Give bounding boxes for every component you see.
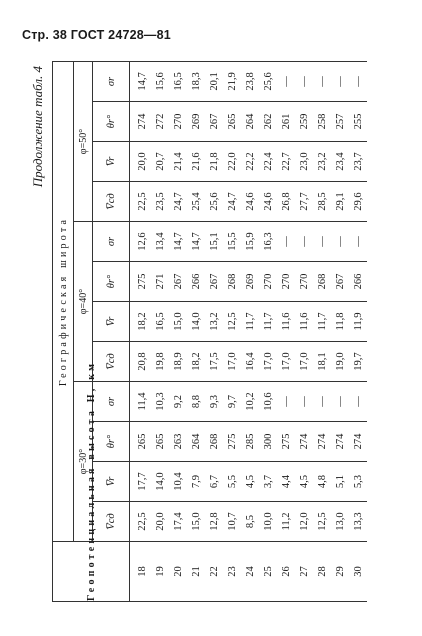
table-cell: 14,7 bbox=[130, 61, 152, 101]
table-cell: 268 bbox=[205, 422, 223, 462]
height-cell: 29 bbox=[331, 542, 349, 602]
table-cell: 255 bbox=[349, 102, 367, 142]
table-cell: 11,9 bbox=[349, 302, 367, 342]
height-cell: 30 bbox=[349, 542, 367, 602]
table-cell: 15,5 bbox=[223, 222, 241, 262]
table-cell: 274 bbox=[313, 422, 331, 462]
table-cell: 17,0 bbox=[295, 342, 313, 382]
latitude-30-header: φ=30° bbox=[74, 382, 93, 542]
table-cell: 9,3 bbox=[205, 382, 223, 422]
table-cell: 267 bbox=[169, 262, 187, 302]
table-cell: 12,5 bbox=[313, 502, 331, 542]
table-cell: 19,7 bbox=[349, 342, 367, 382]
table-cell: 29,6 bbox=[349, 182, 367, 222]
latitude-group-header: Географическая широта bbox=[53, 61, 74, 541]
table-cell: 270 bbox=[295, 262, 313, 302]
table-cell: — bbox=[277, 382, 295, 422]
table-cell: 9,2 bbox=[169, 382, 187, 422]
table-cell: — bbox=[277, 222, 295, 262]
sub-header: σr bbox=[93, 222, 130, 262]
table-cell: 269 bbox=[187, 102, 205, 142]
table-cell: 20,8 bbox=[130, 342, 152, 382]
table-cell: 17,4 bbox=[169, 502, 187, 542]
table-cell: 24,6 bbox=[259, 182, 277, 222]
table-cell: 29,1 bbox=[331, 182, 349, 222]
table-row bbox=[277, 61, 295, 601]
table-cell: 3,7 bbox=[259, 462, 277, 502]
table-cell: 11,7 bbox=[259, 302, 277, 342]
table-cell: 20,1 bbox=[205, 61, 223, 101]
table-cell: 16,3 bbox=[259, 222, 277, 262]
table-cell: 12,0 bbox=[295, 502, 313, 542]
sub-header: θr° bbox=[93, 102, 130, 142]
table-cell: 25,6 bbox=[259, 61, 277, 101]
table-cell: 15,9 bbox=[241, 222, 259, 262]
table-cell: 22,2 bbox=[241, 142, 259, 182]
table-cell: 285 bbox=[241, 422, 259, 462]
table-cell: 14,7 bbox=[187, 222, 205, 262]
table-cell: 274 bbox=[295, 422, 313, 462]
table-row bbox=[223, 61, 241, 601]
table-cell: — bbox=[313, 382, 331, 422]
table-row bbox=[331, 61, 349, 601]
sub-header: σr bbox=[93, 61, 130, 101]
table-cell: 266 bbox=[349, 262, 367, 302]
table-cell: 262 bbox=[259, 102, 277, 142]
height-cell: 28 bbox=[313, 542, 331, 602]
table-cell: 4,4 bbox=[277, 462, 295, 502]
table-cell: 263 bbox=[169, 422, 187, 462]
table-cell: 19,0 bbox=[331, 342, 349, 382]
table-cell: — bbox=[313, 61, 331, 101]
table-cell: 257 bbox=[331, 102, 349, 142]
table-cell: 27,7 bbox=[295, 182, 313, 222]
table-cell: 23,7 bbox=[349, 142, 367, 182]
table-cell: 15,0 bbox=[169, 302, 187, 342]
table-cell: 24,6 bbox=[241, 182, 259, 222]
height-cell: 19 bbox=[151, 542, 169, 602]
table-cell: 258 bbox=[313, 102, 331, 142]
table-cell: 12,5 bbox=[223, 302, 241, 342]
table-row bbox=[295, 61, 313, 601]
table-cell: 270 bbox=[169, 102, 187, 142]
table-cell: 21,6 bbox=[187, 142, 205, 182]
table-cell: 26,8 bbox=[277, 182, 295, 222]
height-cell: 23 bbox=[223, 542, 241, 602]
table-cell: 5,5 bbox=[223, 462, 241, 502]
table-cell: 10,3 bbox=[151, 382, 169, 422]
sub-header: θr° bbox=[93, 262, 130, 302]
table-cell: 10,4 bbox=[169, 462, 187, 502]
table-cell: 17,0 bbox=[277, 342, 295, 382]
table-cell: 23,8 bbox=[241, 61, 259, 101]
table-cell: 4,5 bbox=[295, 462, 313, 502]
table-cell: 266 bbox=[187, 262, 205, 302]
table-cell: — bbox=[331, 61, 349, 101]
table-cell: 24,7 bbox=[169, 182, 187, 222]
table-cell: 15,1 bbox=[205, 222, 223, 262]
table-cell: — bbox=[313, 222, 331, 262]
table-cell: 17,0 bbox=[223, 342, 241, 382]
table-cell: 16,5 bbox=[151, 302, 169, 342]
table-cell: 13,3 bbox=[349, 502, 367, 542]
table-cell: 11,8 bbox=[331, 302, 349, 342]
table-cell: 270 bbox=[259, 262, 277, 302]
table-cell: 274 bbox=[349, 422, 367, 462]
table-cell: 22,5 bbox=[130, 182, 152, 222]
table-row bbox=[169, 61, 187, 601]
table-cell: 272 bbox=[151, 102, 169, 142]
table-cell: 14,0 bbox=[151, 462, 169, 502]
table-cell: 267 bbox=[205, 102, 223, 142]
table-cell: 12,6 bbox=[130, 222, 152, 262]
table-cell: 10,6 bbox=[259, 382, 277, 422]
table-cell: 11,6 bbox=[295, 302, 313, 342]
table-head bbox=[53, 61, 130, 601]
table-cell: 275 bbox=[130, 262, 152, 302]
table-cell: 20,7 bbox=[151, 142, 169, 182]
table-cell: 10,7 bbox=[223, 502, 241, 542]
table-cell: 20,0 bbox=[151, 502, 169, 542]
table-cell: 265 bbox=[223, 102, 241, 142]
table-cell: 22,5 bbox=[130, 502, 152, 542]
table-cell: — bbox=[349, 222, 367, 262]
table-cell: 21,9 bbox=[223, 61, 241, 101]
table-cell: 259 bbox=[295, 102, 313, 142]
table-cell: 15,0 bbox=[187, 502, 205, 542]
table-cell: 24,7 bbox=[223, 182, 241, 222]
table-cell: 18,3 bbox=[187, 61, 205, 101]
table-cell: 265 bbox=[151, 422, 169, 462]
height-cell: 27 bbox=[295, 542, 313, 602]
table-cell: 274 bbox=[331, 422, 349, 462]
table-cell: 23,0 bbox=[295, 142, 313, 182]
table-cell: 271 bbox=[151, 262, 169, 302]
table-cell: 13,2 bbox=[205, 302, 223, 342]
table-cell: 23,2 bbox=[313, 142, 331, 182]
table-cell: 11,4 bbox=[130, 382, 152, 422]
height-cell: 25 bbox=[259, 542, 277, 602]
height-cell: 26 bbox=[277, 542, 295, 602]
sub-header: σr bbox=[93, 382, 130, 422]
table-cell: 10,0 bbox=[259, 502, 277, 542]
table-cell: 23,5 bbox=[151, 182, 169, 222]
height-cell: 18 bbox=[130, 542, 152, 602]
table-cell: 9,7 bbox=[223, 382, 241, 422]
table-cell: 261 bbox=[277, 102, 295, 142]
table-cell: 5,3 bbox=[349, 462, 367, 502]
table-cell: 19,8 bbox=[151, 342, 169, 382]
table-cell: 18,2 bbox=[187, 342, 205, 382]
table-cell: 14,7 bbox=[169, 222, 187, 262]
continuation-title: Продолжение табл. 4 bbox=[30, 66, 45, 188]
table-cell: 8,8 bbox=[187, 382, 205, 422]
table-cell: 4,5 bbox=[241, 462, 259, 502]
table-cell: 17,5 bbox=[205, 342, 223, 382]
table-cell: — bbox=[295, 382, 313, 422]
table-cell: 13,4 bbox=[151, 222, 169, 262]
height-column-header: Геопотенциальная высота H, км bbox=[53, 542, 130, 602]
table-cell: — bbox=[349, 61, 367, 101]
table-cell: 10,2 bbox=[241, 382, 259, 422]
table-cell: 11,7 bbox=[313, 302, 331, 342]
table-cell: 14,0 bbox=[187, 302, 205, 342]
table-row bbox=[349, 61, 367, 601]
page-header: Стр. 38 ГОСТ 24728—81 bbox=[22, 28, 171, 42]
table-cell: 13,0 bbox=[331, 502, 349, 542]
table-cell: 20,0 bbox=[130, 142, 152, 182]
table-cell: — bbox=[277, 61, 295, 101]
table-cell: 28,5 bbox=[313, 182, 331, 222]
table-cell: 21,4 bbox=[169, 142, 187, 182]
table-cell: 22,4 bbox=[259, 142, 277, 182]
latitude-40-header: φ=40° bbox=[74, 222, 93, 382]
table-cell: 7,9 bbox=[187, 462, 205, 502]
height-cell: 22 bbox=[205, 542, 223, 602]
height-cell: 20 bbox=[169, 542, 187, 602]
table-cell: 267 bbox=[205, 262, 223, 302]
table-cell: 25,4 bbox=[187, 182, 205, 222]
table-cell: 5,1 bbox=[331, 462, 349, 502]
table-cell: — bbox=[295, 222, 313, 262]
table-cell: 16,4 bbox=[241, 342, 259, 382]
table-row bbox=[313, 61, 331, 601]
table-cell: 269 bbox=[241, 262, 259, 302]
table-cell: 17,0 bbox=[259, 342, 277, 382]
table-row bbox=[151, 61, 169, 601]
table-cell: — bbox=[349, 382, 367, 422]
table-cell: 22,0 bbox=[223, 142, 241, 182]
table-cell: 6,7 bbox=[205, 462, 223, 502]
table-cell: 18,1 bbox=[313, 342, 331, 382]
table-cell: 16,5 bbox=[169, 61, 187, 101]
table-cell: 275 bbox=[223, 422, 241, 462]
sub-header: V̅r bbox=[93, 462, 130, 502]
table-cell: 15,6 bbox=[151, 61, 169, 101]
sub-header: V̅сд bbox=[93, 502, 130, 542]
table-cell: 4,8 bbox=[313, 462, 331, 502]
table-cell: 11,6 bbox=[277, 302, 295, 342]
table-cell: 268 bbox=[313, 262, 331, 302]
table-cell: 264 bbox=[241, 102, 259, 142]
table-cell: 21,8 bbox=[205, 142, 223, 182]
table-cell: 22,7 bbox=[277, 142, 295, 182]
table-cell: 11,2 bbox=[277, 502, 295, 542]
sub-header: V̅r bbox=[93, 302, 130, 342]
table-row bbox=[241, 61, 259, 601]
table-cell: 300 bbox=[259, 422, 277, 462]
table-cell: — bbox=[331, 222, 349, 262]
height-cell: 24 bbox=[241, 542, 259, 602]
table-cell: 17,7 bbox=[130, 462, 152, 502]
height-cell: 21 bbox=[187, 542, 205, 602]
table-body bbox=[130, 61, 368, 601]
data-table bbox=[52, 61, 367, 602]
table-cell: 270 bbox=[277, 262, 295, 302]
table-cell: 275 bbox=[277, 422, 295, 462]
table-cell: 267 bbox=[331, 262, 349, 302]
sub-header: θr° bbox=[93, 422, 130, 462]
table-cell: 18,9 bbox=[169, 342, 187, 382]
table-cell: — bbox=[295, 61, 313, 101]
table-row bbox=[259, 61, 277, 601]
sub-header: V̅сд bbox=[93, 182, 130, 222]
table-cell: 18,2 bbox=[130, 302, 152, 342]
table-cell: 11,7 bbox=[241, 302, 259, 342]
rotated-table-area bbox=[30, 62, 398, 602]
table-cell: 268 bbox=[223, 262, 241, 302]
table-cell: 274 bbox=[130, 102, 152, 142]
table-cell: 12,8 bbox=[205, 502, 223, 542]
table-cell: 25,6 bbox=[205, 182, 223, 222]
table-cell: 264 bbox=[187, 422, 205, 462]
table-row bbox=[187, 61, 205, 601]
sub-header: V̅r bbox=[93, 142, 130, 182]
table-cell: 23,4 bbox=[331, 142, 349, 182]
table-row bbox=[130, 61, 152, 601]
latitude-50-header: φ=50° bbox=[74, 61, 93, 221]
table-cell: — bbox=[331, 382, 349, 422]
table-row bbox=[205, 61, 223, 601]
table-cell: 265 bbox=[130, 422, 152, 462]
sub-header: V̅сд bbox=[93, 342, 130, 382]
table-cell: 8,5 bbox=[241, 502, 259, 542]
